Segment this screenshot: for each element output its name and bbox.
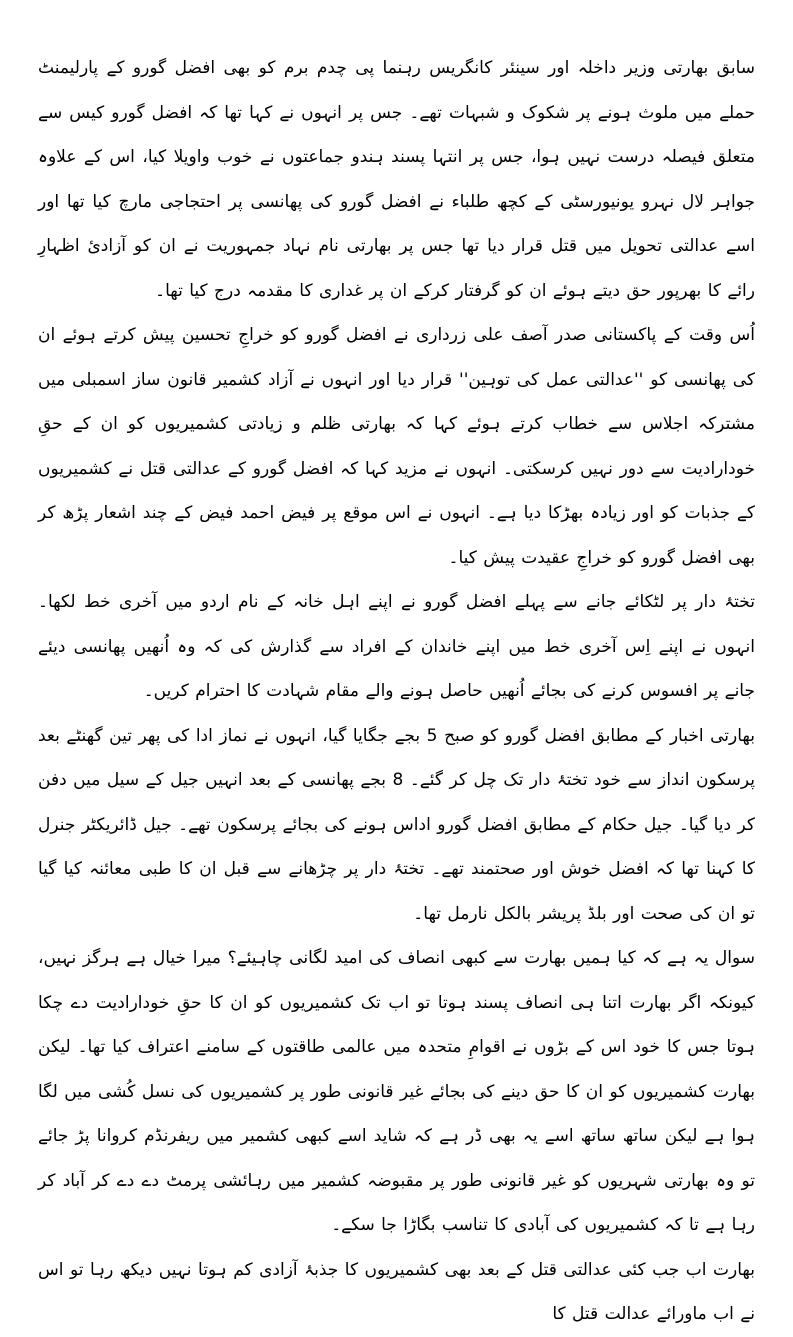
paragraph-5: سوال یہ ہے کہ کیا ہمیں بھارت سے کبھی انصاف کی امید لگانی چاہیئے؟ میرا خیال ہے ہرگز نہیں، کیونکہ اگر بھارت اتنا ہی انصاف پسند ہوتا تو اب تک کشمیریوں کو ان کا حقِ خودارادیت دے چکا ہوتا جس کا خود اس کے بڑوں نے اقوامِ متحدہ میں عالمی طاقتوں کے سامنے اعتراف کیا تھا۔ لیکن بھارت کشمیریوں کو ان کا حق دینے کی بجائے غیر قانونی طور پر کشمیریوں کی نسل کُشی میں لگا ہوا ہے لیکن ساتھ ساتھ اسے یہ بھی ڈر ہے کہ شاید اسے کبھی کشمیر میں ریفرنڈم کروانا پڑ جائے تو وہ بھارتی شہریوں کو غیر قانونی طور پر مقبوضہ کشمیر میں رہائشی پرمٹ دے دے کر آباد کر رہا ہے تا کہ کشمیریوں کی آبادی کا تناسب بگاڑا جا سکے۔ (38, 948, 755, 1235)
paragraph-3: تختۂ دار پر لٹکائے جانے سے پہلے افضل گورو نے اپنے اہل خانہ کے نام اردو میں آخری خط لکھا۔ انہوں نے اپنے اِس آخری خط میں اپنے خاندان کے افراد سے گذارش کی کہ وہ اُنھیں پھانسی دیئے جانے پر افسوس کرنے کی بجائے اُنھیں حاصل ہونے والے مقام شہادت کا احترام کریں۔ (38, 592, 755, 701)
paragraph-2: اُس وقت کے پاکستانی صدر آصف علی زرداری نے افضل گورو کو خراجِ تحسین پیش کرتے ہوئے ان کی پھانسی کو ''عدالتی عمل کی توہین'' قرار دیا اور انہوں نے آزاد کشمیر قانون ساز اسمبلی میں مشترکہ اجلاس سے خطاب کرتے ہوئے کہا کہ بھارتی ظلم و زیادتی کشمیریوں کو ان کے حقِ خودارادیت سے دور نہیں کرسکتی۔ انہوں نے مزید کہا کہ افضل گورو کے عدالتی قتل نے کشمیریوں کے جذبات کو اور زیادہ بھڑکا دیا ہے۔ انہوں نے اس موقع پر فیض احمد فیض کے چند اشعار پڑھ کر بھی افضل گورو کو خراجِ عقیدت پیش کیا۔ (38, 325, 755, 568)
paragraph-1: سابق بھارتی وزیر داخلہ اور سینئر کانگریس رہنما پی چدم برم کو بھی افضل گورو کے پارلیمنٹ حملے میں ملوث ہونے پر شکوک و شبہات تھے۔ جس پر انہوں نے کہا تھا کہ افضل گورو کیس سے متعلق فیصلہ درست نہیں ہوا، جس پر انتہا پسند ہندو جماعتوں نے خوب واویلا کیا، اس کے علاوہ جواہر لال نہرو یونیورسٹی کے کچھ طلباء نے افضل گورو کی پھانسی پر احتجاجی مارچ کیا تھا اور اسے عدالتی تحویل میں قتل قرار دیا تھا جس پر بھارتی نام نہاد جمہوریت نے ان کو آزادیٔ اظہارِ رائے کا بھرپور حق دیتے ہوئے ان کو گرفتار کرکے ان پر غداری کا مقدمہ درج کیا تھا۔ (38, 58, 755, 301)
paragraph-6: بھارت اب جب کئی عدالتی قتل کے بعد بھی کشمیریوں کا جذبۂ آزادی کم ہوتا نہیں دیکھ رہا تو اس نے اب ماورائے عدالت قتل کا (38, 1259, 755, 1324)
paragraph-4: بھارتی اخبار کے مطابق افضل گورو کو صبح 5 بجے جگایا گیا، انہوں نے نماز ادا کی پھر تین گھنٹے بعد پرسکون انداز سے خود تختۂ دار تک چل کر گئے۔ 8 بجے پھانسی کے بعد انہیں جیل کے سیل میں دفن کر دیا گیا۔ جیل حکام کے مطابق افضل گورو اداس ہونے کی بجائے پرسکون تھے۔ جیل ڈائریکٹر جنرل کا کہنا تھا کہ افضل خوش اور صحتمند تھے۔ تختۂ دار پر چڑھانے سے قبل ان کا طبی معائنہ کیا گیا تو ان کی صحت اور بلڈ پریشر بالکل نارمل تھا۔ (38, 725, 755, 924)
